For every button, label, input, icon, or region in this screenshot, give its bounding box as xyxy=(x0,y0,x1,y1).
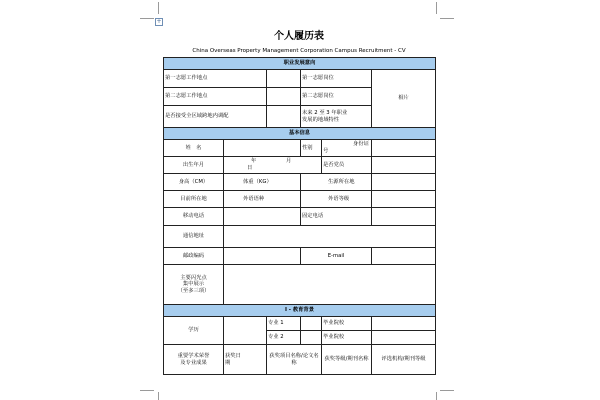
academic-line1: 重要学术荣誉 xyxy=(177,352,210,359)
future-career-line2: 发展的地域特性 xyxy=(302,116,340,123)
crop-mark-bottom-right-h xyxy=(440,390,454,391)
label-gender: 性别 xyxy=(301,140,322,157)
label-landline: 固定电话 xyxy=(301,208,372,226)
label-academic-honors xyxy=(164,345,224,375)
label-address: 通信地址 xyxy=(164,226,224,248)
label-language-level: 外语等级 xyxy=(328,195,350,202)
label-future-career xyxy=(301,106,372,128)
cv-form-table xyxy=(163,57,436,375)
label-highlights xyxy=(164,265,224,305)
section-header-career: 职业发展意向 xyxy=(164,58,436,70)
input-email[interactable] xyxy=(372,248,436,265)
input-highlights[interactable] xyxy=(224,265,436,305)
highlights-line1: 主要闪光点 xyxy=(180,274,207,281)
photo-box[interactable]: 相片 xyxy=(372,70,436,128)
input-address[interactable] xyxy=(224,226,436,248)
input-name[interactable] xyxy=(224,140,301,157)
label-school2: 毕业院校 xyxy=(322,331,372,345)
header-award-level: 获奖等级/期刊名称 xyxy=(322,345,372,375)
crop-mark-bottom-left-v xyxy=(158,392,159,400)
label-school1: 毕业院校 xyxy=(322,317,372,331)
birth-day: 日 xyxy=(247,165,253,171)
label-second-position: 第二志愿岗位 xyxy=(301,88,372,106)
input-gender[interactable] xyxy=(322,140,372,157)
label-major1: 专业 1 xyxy=(267,317,301,331)
label-major2: 专业 2 xyxy=(267,331,301,345)
document-subtitle: China Overseas Property Management Corporation Campus Recruitment - CV xyxy=(192,48,406,54)
header-award-time xyxy=(224,345,267,375)
input-major1[interactable] xyxy=(301,317,322,331)
label-accept-relocation: 是否接受全区域跨地内调配 xyxy=(164,106,267,128)
input-weight[interactable] xyxy=(301,174,372,191)
crop-mark-top-left-v xyxy=(158,2,159,14)
input-school1[interactable] xyxy=(372,317,436,331)
crop-mark-top-right-h xyxy=(440,18,454,19)
label-origin: 生源所在地 xyxy=(328,178,355,185)
input-birth[interactable] xyxy=(224,157,322,174)
award-time-line1: 获奖日 xyxy=(225,352,241,359)
section-header-education: I - 教育背景 xyxy=(164,305,436,317)
input-second-location[interactable] xyxy=(267,88,301,106)
crop-mark-bottom-right-v xyxy=(436,392,437,400)
input-mobile[interactable] xyxy=(224,208,301,226)
label-id-no: 身份证号 xyxy=(323,141,369,154)
input-landline[interactable] xyxy=(372,208,436,226)
label-mobile: 移动电话 xyxy=(164,208,224,226)
input-first-location[interactable] xyxy=(267,70,301,88)
input-degree[interactable] xyxy=(224,317,267,345)
input-id-no[interactable] xyxy=(372,140,436,157)
label-first-location: 第一志愿工作地点 xyxy=(164,70,267,88)
document-title: 个人履历表 xyxy=(274,31,324,42)
label-degree: 学历 xyxy=(164,317,224,345)
input-foreign-language[interactable] xyxy=(301,191,372,208)
input-origin[interactable] xyxy=(372,174,436,191)
birth-year: 年 xyxy=(251,158,257,165)
label-party-member: 是否党员 xyxy=(322,157,372,174)
input-postcode[interactable] xyxy=(224,248,301,265)
future-career-line1: 未来 2 至 3 年职业 xyxy=(302,109,348,116)
input-language-level[interactable] xyxy=(372,191,436,208)
birth-month: 月 xyxy=(286,158,292,165)
input-height[interactable] xyxy=(224,174,301,191)
highlights-line2: 集中展示 xyxy=(182,281,205,288)
label-postcode: 邮政编码 xyxy=(164,248,224,265)
input-residence[interactable] xyxy=(224,191,301,208)
input-accept-relocation[interactable] xyxy=(267,106,301,128)
document-page xyxy=(163,20,435,400)
input-party-member[interactable] xyxy=(372,157,436,174)
table-move-handle-icon[interactable]: + xyxy=(156,18,162,25)
award-time-line2: 期 xyxy=(225,359,231,366)
crop-mark-bottom-left-h xyxy=(140,390,154,391)
input-major2[interactable] xyxy=(301,331,322,345)
label-email: E-mail xyxy=(301,248,372,265)
crop-mark-top-right-v xyxy=(436,2,437,14)
crop-mark-top-left-h xyxy=(140,18,154,19)
label-residence: 目前所在地 xyxy=(164,191,224,208)
header-awarding-body: 评选机构/期刊等级 xyxy=(372,345,436,375)
highlights-line3: （至多三项） xyxy=(177,287,210,294)
label-name: 姓 名 xyxy=(164,140,224,157)
label-weight: 体重（KG） xyxy=(243,178,272,185)
label-birth: 出生年月 xyxy=(164,157,224,174)
label-foreign-language: 外语语种 xyxy=(243,195,265,202)
input-school2[interactable] xyxy=(372,331,436,345)
label-second-location: 第二志愿工作地点 xyxy=(164,88,267,106)
section-header-basic: 基本信息 xyxy=(164,128,436,140)
label-first-position: 第一志愿岗位 xyxy=(301,70,372,88)
label-height: 身高（CM） xyxy=(164,174,224,191)
academic-line2: 及专业成果 xyxy=(180,359,207,366)
header-award-name: 获奖项目名称/论文名称 xyxy=(267,345,322,375)
